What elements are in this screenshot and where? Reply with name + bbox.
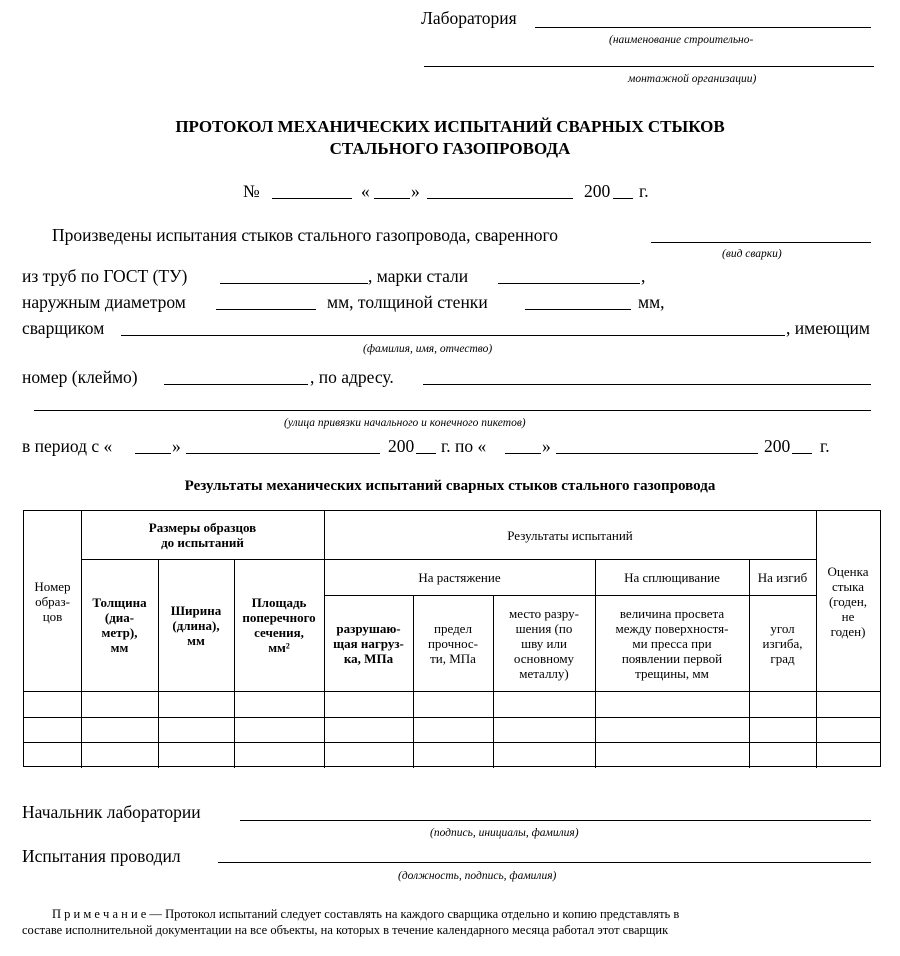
- welding-type-field[interactable]: [651, 242, 871, 243]
- lab-name-field[interactable]: [535, 27, 871, 28]
- gost-field[interactable]: [220, 283, 368, 284]
- period-to-label: г. по «: [441, 436, 487, 456]
- col-strength-header: предел прочнос- ти, МПа: [427, 620, 479, 666]
- period-to-year-field[interactable]: [792, 453, 812, 454]
- sub-tension-header: На растяжение: [418, 569, 501, 585]
- table-row[interactable]: [24, 691, 880, 717]
- period-from-day-field[interactable]: [135, 453, 171, 454]
- diameter-field[interactable]: [216, 309, 316, 310]
- lab-label: Лаборатория: [421, 8, 517, 28]
- period-year-1: 200: [388, 436, 415, 456]
- comma-1: ,: [641, 266, 646, 286]
- lab-caption-2: монтажной организации): [628, 73, 757, 85]
- steel-grade-field[interactable]: [498, 283, 640, 284]
- welding-type-caption: (вид сварки): [722, 248, 782, 260]
- protocol-month-field[interactable]: [427, 198, 573, 199]
- welder-name-field[interactable]: [121, 335, 785, 336]
- col-load-header: разрушаю- щая нагруз- ка, МПа: [333, 620, 404, 666]
- protocol-day-field[interactable]: [374, 198, 410, 199]
- protocol-number-field[interactable]: [272, 198, 352, 199]
- period-from-label: в период с «: [22, 436, 113, 456]
- wall-thickness-label: мм, толщиной стенки: [327, 292, 488, 312]
- doc-title-line2: СТАЛЬНОГО ГАЗОПРОВОДА: [329, 139, 571, 158]
- note-line1: [52, 906, 679, 922]
- results-title: Результаты механических испытаний сварных стыков стального газопровода: [184, 478, 716, 494]
- lab-name-field-2[interactable]: [424, 66, 874, 67]
- tester-signature-field[interactable]: [218, 862, 871, 863]
- note-prefix: П р и м е ч а н и е —: [52, 907, 162, 921]
- steel-grade-label: , марки стали: [368, 266, 469, 286]
- col-width-header: Ширина (длина), мм: [170, 602, 222, 648]
- address-caption: (улица привязки начального и конечного пикетов): [284, 417, 526, 429]
- number-sign: №: [243, 181, 260, 201]
- period-year-suffix: г.: [820, 436, 830, 456]
- welder-name-caption: (фамилия, имя, отчество): [363, 343, 493, 355]
- col-number-header: Номер образ- цов: [34, 578, 71, 624]
- group-results-header: Результаты испытаний: [507, 527, 633, 543]
- year-prefix: 200: [584, 181, 611, 201]
- table-row[interactable]: [24, 717, 880, 742]
- table-row[interactable]: [24, 742, 880, 766]
- period-to-month-field[interactable]: [556, 453, 758, 454]
- chief-signature-field[interactable]: [240, 820, 871, 821]
- chief-caption: (подпись, инициалы, фамилия): [430, 827, 579, 839]
- address-field[interactable]: [423, 384, 871, 385]
- note-line2: составе исполнительной документации на все объекты, на которых в течение календарного месяца работал этот сварщик: [22, 923, 669, 937]
- sub-flatten-header: На сплющивание: [624, 569, 720, 585]
- period-to-day-field[interactable]: [505, 453, 541, 454]
- col-place-header: место разру- шения (по шву или основному металлу): [509, 605, 579, 681]
- stamp-field[interactable]: [164, 384, 308, 385]
- group-sizes-header: Размеры образцов до испытаний: [148, 520, 257, 550]
- address-label: , по адресу.: [310, 367, 394, 387]
- col-area-header: Площадь поперечного сечения, мм²: [242, 595, 316, 655]
- body-line1: Произведены испытания стыков стального газопровода, сваренного: [52, 225, 558, 245]
- col-angle-header: угол изгиба, град: [762, 620, 803, 666]
- period-from-year-field[interactable]: [416, 453, 436, 454]
- results-table: [23, 510, 881, 767]
- period-year-2: 200: [764, 436, 791, 456]
- chief-label: Начальник лаборатории: [22, 802, 201, 822]
- address-field-2[interactable]: [34, 410, 871, 411]
- doc-title-line1: ПРОТОКОЛ МЕХАНИЧЕСКИХ ИСПЫТАНИЙ СВАРНЫХ СТЫКОВ: [175, 117, 725, 136]
- col-grade-header: Оценка стыка (годен, не годен): [827, 563, 869, 639]
- quote-close: »: [411, 181, 420, 201]
- stamp-label: номер (клеймо): [22, 367, 138, 387]
- note-text: Протокол испытаний следует составлять на каждого сварщика отдельно и копию представлять в: [161, 907, 680, 921]
- protocol-year-field[interactable]: [613, 198, 633, 199]
- year-suffix: г.: [639, 181, 649, 201]
- quote-open: «: [361, 181, 370, 201]
- welder-label: сварщиком: [22, 318, 105, 338]
- period-from-month-field[interactable]: [186, 453, 380, 454]
- diameter-label: наружным диаметром: [22, 292, 186, 312]
- gost-label: из труб по ГОСТ (ТУ): [22, 266, 188, 286]
- tester-label: Испытания проводил: [22, 846, 181, 866]
- having-label: , имеющим: [786, 318, 870, 338]
- wall-thickness-field[interactable]: [525, 309, 631, 310]
- lab-caption-1: (наименование строительно-: [609, 34, 754, 46]
- mm-label: мм,: [638, 292, 665, 312]
- sub-bend-header: На изгиб: [757, 569, 808, 585]
- period-quote-2: »: [542, 436, 551, 456]
- tester-caption: (должность, подпись, фамилия): [398, 870, 557, 882]
- col-thickness-header: Толщина (диа- метр), мм: [92, 595, 147, 655]
- col-gap-header: величина просвета между поверхностя- ми пресса при появлении первой трещины, мм: [615, 605, 729, 681]
- period-quote-1: »: [172, 436, 181, 456]
